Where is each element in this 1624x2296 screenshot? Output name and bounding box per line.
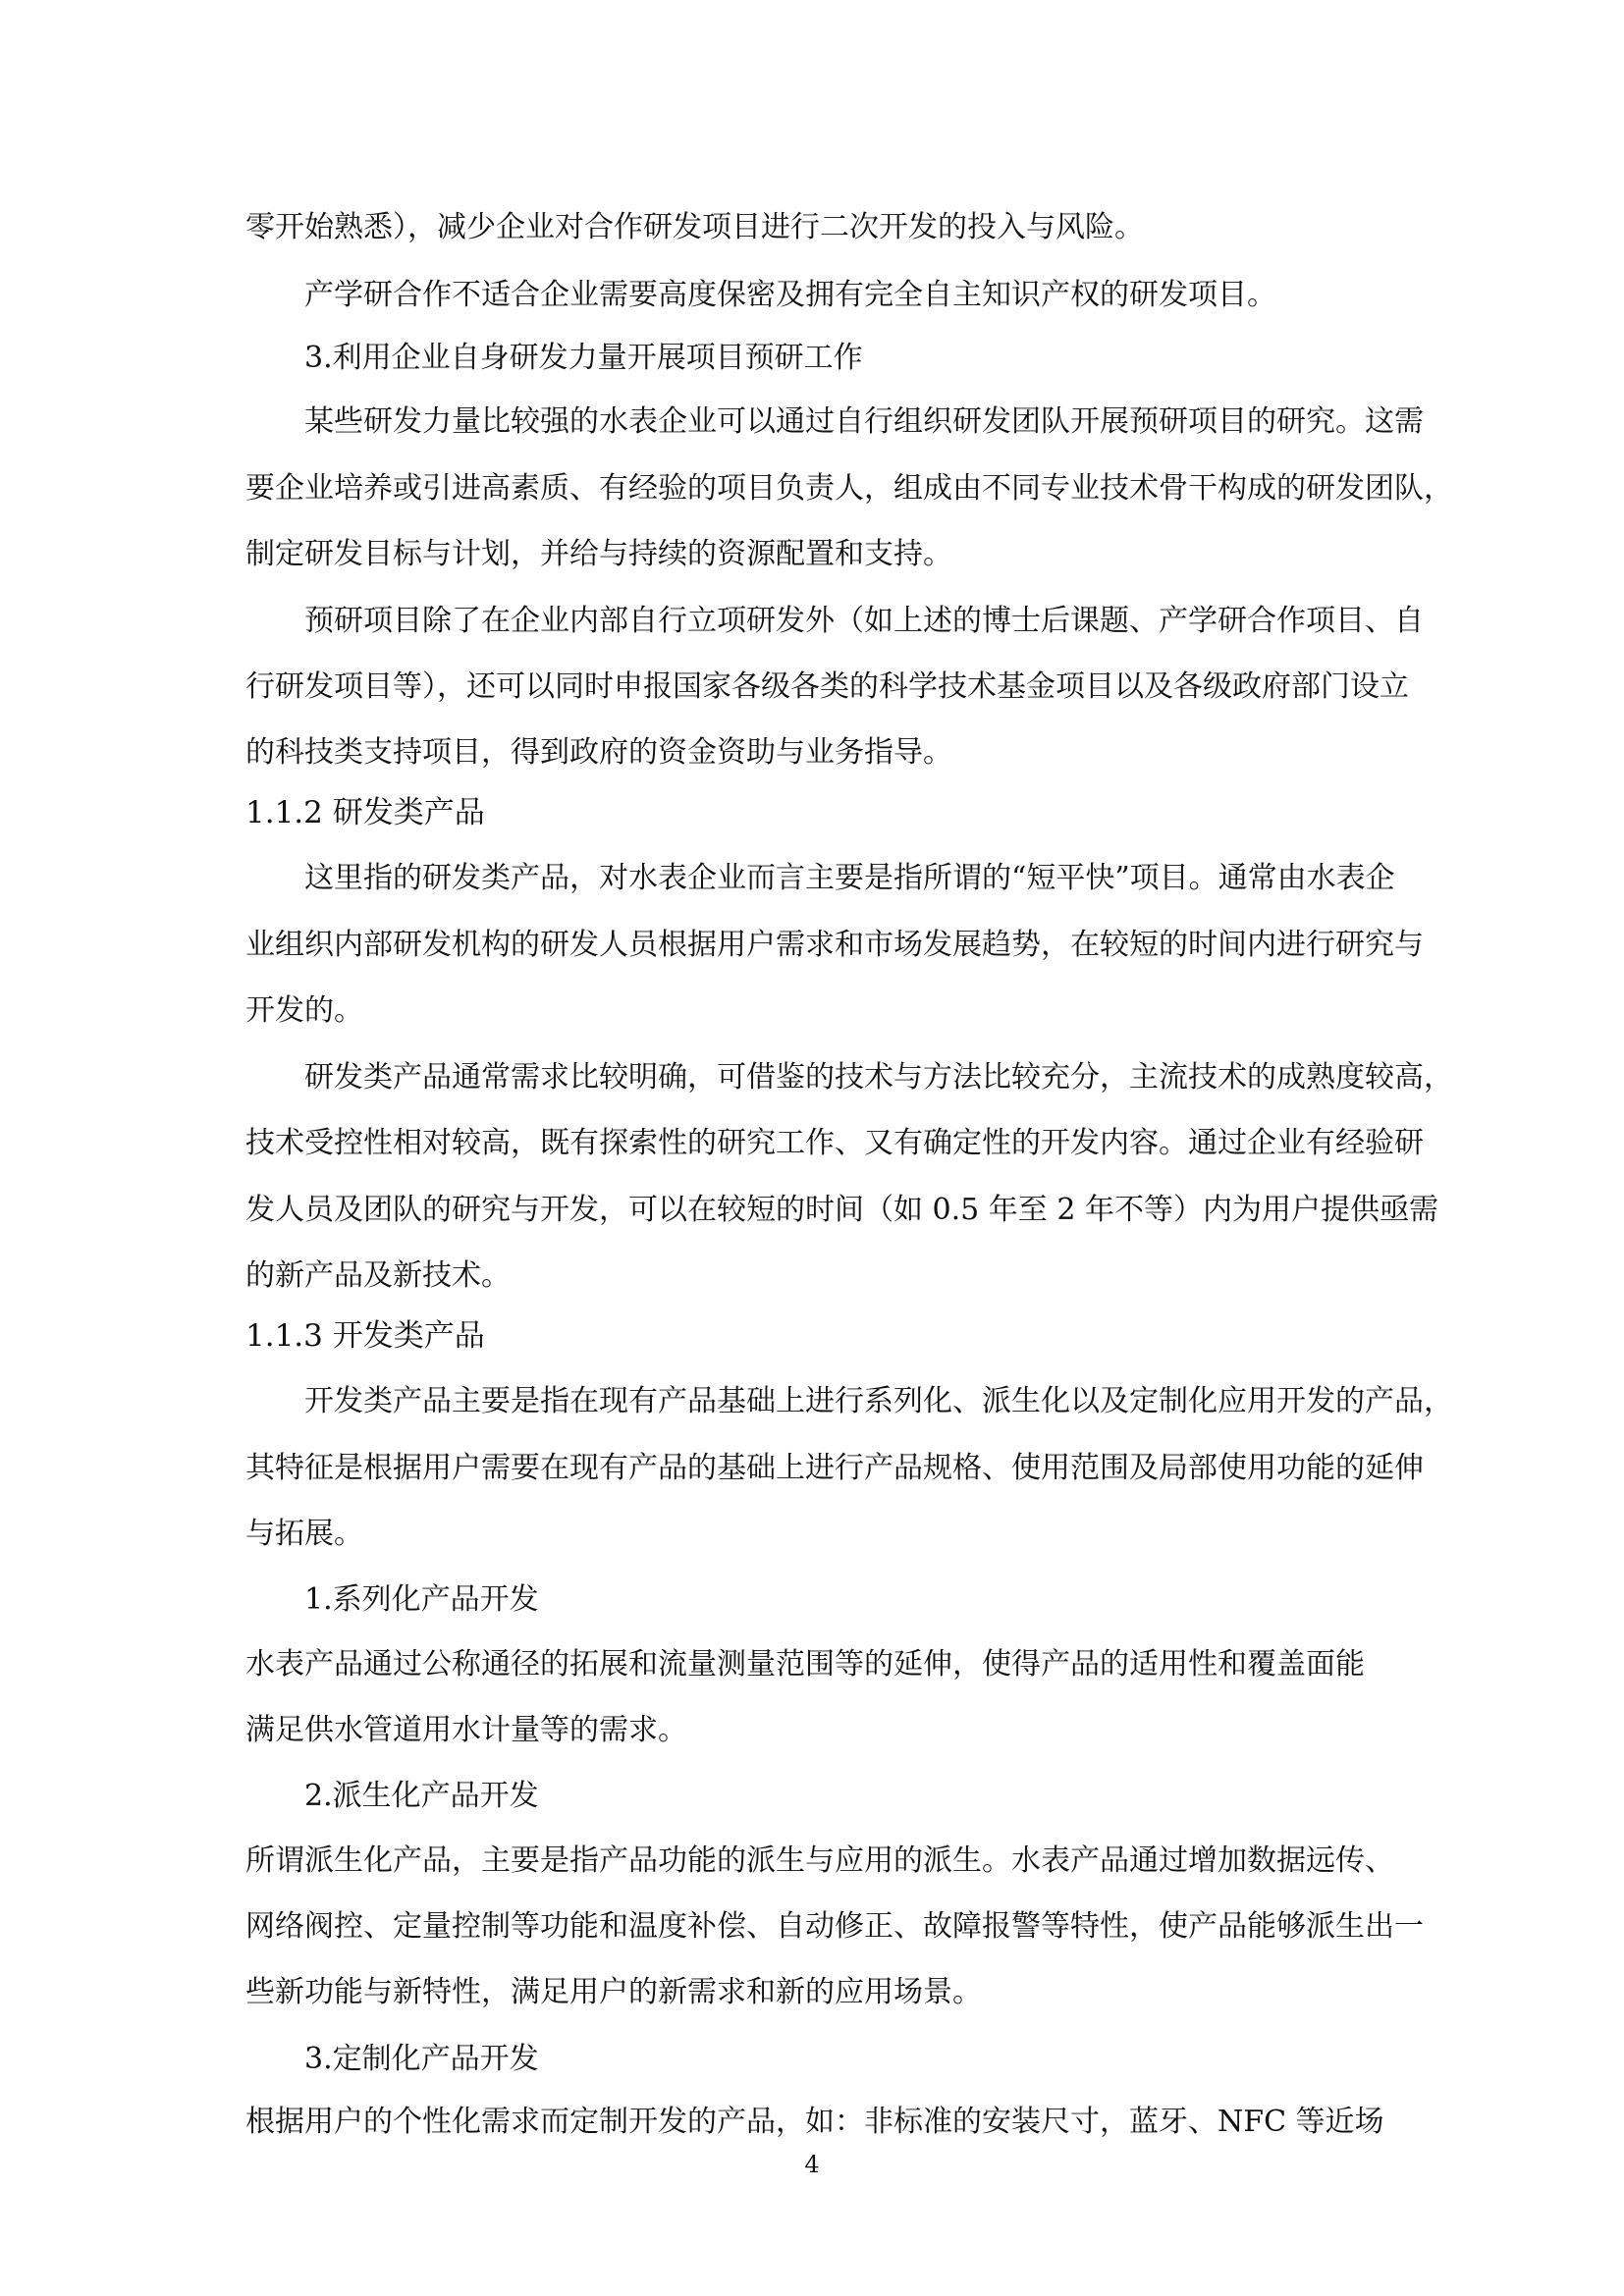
text-line: 零开始熟悉），减少企业对合作研发项目进行二次开发的投入与风险。 <box>245 210 1144 244</box>
text-line: 预研项目除了在企业内部自行立项研发外（如上述的博士后课题、产学研合作项目、自 <box>304 604 1424 638</box>
text-line: 的新产品及新技术。 <box>245 1258 511 1293</box>
text-line: 其特征是根据用户需要在现有产品的基础上进行产品规格、使用范围及局部使用功能的延伸 <box>245 1451 1424 1485</box>
text-line: 网络阀控、定量控制等功能和温度补偿、自动修正、故障报警等特性，使产品能够派生出一 <box>245 1909 1424 1944</box>
text-line: 制定研发目标与计划，并给与持续的资源配置和支持。 <box>245 537 952 571</box>
page-number: 4 <box>804 2151 820 2178</box>
text-line: 开发的。 <box>245 993 363 1028</box>
text-line: 这里指的研发类产品，对水表企业而言主要是指所谓的“短平快”项目。通常由水表企 <box>304 861 1395 895</box>
text-line: 些新功能与新特性，满足用户的新需求和新的应用场景。 <box>245 1975 982 2009</box>
section-heading: 1.1.2 研发类产品 <box>245 795 485 830</box>
text-line: 发人员及团队的研究与开发，可以在较短的时间（如 0.5 年至 2 年不等）内为用户提供亟需 <box>245 1193 1438 1227</box>
text-line: 根据用户的个性化需求而定制开发的产品，如：非标准的安装尺寸，蓝牙、NFC 等近场 <box>245 2105 1384 2139</box>
text-line: 业组织内部研发机构的研发人员根据用户需求和市场发展趋势，在较短的时间内进行研究与 <box>245 928 1424 962</box>
text-line: 研发类产品通常需求比较明确，可借鉴的技术与方法比较充分，主流技术的成熟度较高， <box>304 1060 1453 1095</box>
section-subheading: 3.定制化产品开发 <box>304 2042 539 2076</box>
section-subheading: 1.系列化产品开发 <box>304 1582 539 1617</box>
section-subheading: 2.派生化产品开发 <box>304 1779 539 1813</box>
text-line: 技术受控性相对较高，既有探索性的研究工作、又有确定性的开发内容。通过企业有经验研 <box>245 1126 1424 1160</box>
text-line: 开发类产品主要是指在现有产品基础上进行系列化、派生化以及定制化应用开发的产品， <box>304 1384 1453 1418</box>
text-line: 产学研合作不适合企业需要高度保密及拥有完全自主知识产权的研发项目。 <box>304 278 1276 312</box>
text-line: 某些研发力量比较强的水表企业可以通过自行组织研发团队开展预研项目的研究。这需 <box>304 404 1424 439</box>
text-line: 满足供水管道用水计量等的需求。 <box>245 1713 687 1747</box>
text-line: 与拓展。 <box>245 1517 363 1551</box>
text-line: 要企业培养或引进高素质、有经验的项目负责人，组成由不同专业技术骨干构成的研发团队， <box>245 471 1453 506</box>
section-heading: 1.1.3 开发类产品 <box>245 1318 485 1354</box>
text-line: 行研发项目等），还可以同时申报国家各级各类的科学技术基金项目以及各级政府部门设立 <box>245 669 1409 704</box>
section-subheading: 3.利用企业自身研发力量开展项目预研工作 <box>304 341 863 375</box>
text-line: 的科技类支持项目，得到政府的资金资助与业务指导。 <box>245 735 952 770</box>
text-line: 所谓派生化产品，主要是指产品功能的派生与应用的派生。水表产品通过增加数据远传、 <box>245 1843 1394 1878</box>
text-line: 水表产品通过公称通径的拓展和流量测量范围等的延伸，使得产品的适用性和覆盖面能 <box>245 1647 1365 1682</box>
